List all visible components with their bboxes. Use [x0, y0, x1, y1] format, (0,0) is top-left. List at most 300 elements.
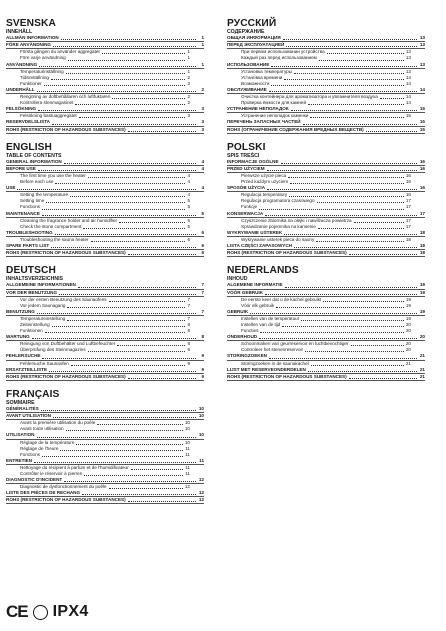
- dot-leader: [82, 491, 196, 495]
- toc-entry-title: Réglage de la température: [20, 439, 75, 445]
- toc-entry-title: ROHS (ОГРАНИЧЕНИЕ СОДЕРЖАНИЯ ВРЕДНЫХ ВЕЩЕСТВ): [227, 126, 364, 132]
- dot-leader: [267, 186, 417, 190]
- toc-entry-page: 17: [405, 217, 411, 223]
- toc-entry-page: 10: [184, 420, 190, 426]
- toc-entry-title: LISTA CZĘŚCI ZAPASOWYCH: [227, 243, 292, 249]
- ip-rating: IPX4: [52, 603, 89, 620]
- toc-chapter-entry[interactable]: [227, 282, 425, 289]
- toc-chapter-entry[interactable]: [227, 230, 425, 237]
- dot-leader: [66, 427, 183, 431]
- dot-leader: [128, 251, 196, 255]
- toc-entry-title: УСТРАНЕНИЕ НЕПОЛАДОК: [227, 106, 289, 112]
- toc-entry-title: Nettoyage du récipient à parfum et de l'humidificateur: [20, 464, 129, 470]
- toc-chapter-entry[interactable]: [227, 159, 425, 166]
- language-title: NEDERLANDS: [227, 265, 299, 277]
- toc-entry-page: 13: [419, 61, 425, 67]
- toc-entry-page: 11: [185, 445, 190, 451]
- toc-entry-title: Fonctions: [20, 451, 40, 457]
- toc-entry-page: 5: [187, 223, 190, 229]
- toc-entry-title: DIAGNOSTIC D'INCIDENT: [6, 477, 63, 483]
- toc-entry-page: 13: [419, 42, 425, 48]
- dot-leader: [42, 206, 186, 210]
- toc-entry-title: Contrôler le réservoir à pierres: [20, 470, 83, 476]
- toc-entry-page: 8: [187, 321, 190, 327]
- toc-entry-title: Felsökning bastuaggregatet: [20, 113, 77, 119]
- dot-leader: [67, 304, 185, 308]
- toc-entry-page: 6: [201, 229, 204, 235]
- toc-entry-page: 19: [405, 302, 411, 308]
- toc-chapter-entry[interactable]: [227, 374, 425, 381]
- toc-entry-title: Установка времени: [241, 74, 283, 80]
- toc-chapter-entry[interactable]: [6, 290, 204, 297]
- dot-leader: [366, 128, 417, 132]
- dot-leader: [131, 466, 184, 470]
- toc-column-right: [227, 18, 425, 389]
- dot-leader: [276, 304, 404, 308]
- toc-entry-page: 11: [185, 464, 190, 470]
- toc-entry-title: Zeiteinstellung: [20, 321, 50, 327]
- dot-leader: [294, 70, 404, 74]
- dot-leader: [64, 160, 196, 164]
- toc-chapter-entry[interactable]: [6, 309, 204, 316]
- toc-entry-page: 9: [201, 353, 204, 359]
- dot-leader: [291, 107, 417, 111]
- toc-heading: TABLE OF CONTENTS: [6, 152, 62, 159]
- dot-leader: [84, 472, 183, 476]
- toc-entry-page: 21: [405, 360, 411, 366]
- toc-entry-title: ALLGEMEINE INFORMATIONEN: [6, 282, 76, 288]
- toc-entry-title: RESERVDELSLISTA: [6, 119, 50, 125]
- toc-chapter-entry[interactable]: [6, 87, 204, 94]
- dot-leader: [51, 244, 196, 248]
- toc-chapter-entry[interactable]: [227, 367, 425, 374]
- toc-entry-title: ROHS (RESTRICTION OF HAZARDOUS SUBSTANCES): [6, 250, 126, 256]
- toc-entry-page: 19: [419, 308, 425, 314]
- toc-entry-title: Reinigung von Duftbehälter und Luftbefeuchter: [20, 341, 116, 347]
- toc-entry-title: UTILISATION: [6, 432, 35, 438]
- toc-entry-page: 10: [198, 413, 204, 419]
- toc-entry-page: 7: [187, 302, 190, 308]
- toc-entry-page: 7: [201, 289, 204, 295]
- toc-entry-page: 2: [201, 86, 204, 92]
- toc-chapter-entry[interactable]: [227, 309, 425, 316]
- toc-entry-page: 1: [187, 49, 190, 55]
- toc-entry-title: ROHS (RESTRICTION OF HAZARDOUS SUBSTANCES): [6, 497, 126, 503]
- toc-entry-title: Temperatureinstellung: [20, 315, 66, 321]
- language-title: РУССКИЙ: [227, 18, 277, 29]
- toc-chapter-entry[interactable]: [6, 106, 204, 113]
- toc-chapter-entry[interactable]: [6, 497, 204, 504]
- toc-entry-page: 2: [187, 80, 190, 86]
- dot-leader: [44, 82, 186, 86]
- toc-entry-title: SPARE PARTS LIST: [6, 243, 50, 249]
- toc-chapter-entry[interactable]: [6, 166, 204, 173]
- dot-leader: [53, 414, 196, 418]
- dot-leader: [66, 70, 186, 74]
- toc-entry-page: 16: [405, 179, 411, 185]
- toc-section-english: [6, 142, 204, 258]
- toc-entry-page: 19: [405, 315, 411, 321]
- toc-entry-title: LISTE DES PIÈCES DE RECHANG: [6, 490, 81, 496]
- dot-leader: [88, 348, 186, 352]
- toc-chapter-entry[interactable]: [227, 166, 425, 173]
- toc-heading: СОДЕРЖАНИЕ: [227, 29, 265, 35]
- toc-chapter-entry[interactable]: [6, 353, 204, 360]
- toc-entry-page: 4: [201, 165, 204, 171]
- toc-entry-page: 9: [201, 373, 204, 379]
- toc-entry-title: ОБСЛУЖИВАНИЕ: [227, 86, 267, 92]
- dot-leader: [349, 375, 417, 379]
- toc-entry-title: ОБЩАЯ ИНФОРМАЦИЯ: [227, 35, 281, 41]
- toc-entry-title: Avant la première utilisation du poêle: [20, 420, 96, 426]
- toc-entry-page: 9: [187, 360, 190, 366]
- dot-leader: [42, 212, 196, 216]
- toc-entry-title: Setting time: [20, 198, 45, 204]
- toc-entry-title: Vor der ersten Benutzung des Saunaofens: [20, 296, 107, 302]
- toc-chapter-entry[interactable]: [6, 432, 204, 439]
- dot-leader: [97, 421, 183, 425]
- toc-chapter-entry[interactable]: [6, 490, 204, 497]
- toc-entry-title: Diagnostic de dysfonctionnement du poêle: [20, 484, 107, 490]
- toc-chapter-entry[interactable]: [6, 185, 204, 192]
- dot-leader: [284, 76, 404, 80]
- toc-chapter-entry[interactable]: [6, 62, 204, 69]
- dot-leader: [354, 219, 404, 223]
- toc-entry-page: 14: [405, 94, 411, 100]
- toc-entry-title: BEFORE USE: [6, 165, 36, 171]
- toc-chapter-entry[interactable]: [227, 250, 425, 257]
- dot-leader: [75, 101, 185, 105]
- toc-entry-page: 21: [419, 353, 425, 359]
- toc-entry-title: Przed każdym użyciem: [241, 179, 289, 185]
- dot-leader: [51, 76, 186, 80]
- toc-entry-page: 20: [405, 321, 411, 327]
- dot-leader: [45, 329, 186, 333]
- toc-entry-title: AVANT UTILISATION: [6, 413, 51, 419]
- toc-section-русскии: [227, 18, 425, 134]
- toc-entry-page: 9: [201, 366, 204, 372]
- toc-entry-title: Возможности: [241, 80, 270, 86]
- toc-entry-title: ANVÄNDNING: [6, 61, 38, 67]
- dot-leader: [17, 186, 196, 190]
- toc-chapter-entry[interactable]: [6, 413, 204, 420]
- toc-chapter-entry[interactable]: [6, 119, 204, 126]
- dot-leader: [41, 407, 196, 411]
- toc-entry-page: 17: [405, 204, 411, 210]
- toc-chapter-entry[interactable]: [227, 185, 425, 192]
- dot-leader: [109, 485, 183, 489]
- toc-entry-page: 18: [419, 250, 425, 256]
- toc-entry-title: Cleaning the fragrance holder and air humidifier: [20, 217, 118, 223]
- toc-entry-page: 15: [419, 119, 425, 125]
- dot-leader: [305, 348, 404, 352]
- toc-entry-title: FELSÖKNING: [6, 106, 37, 112]
- toc-entry-page: 7: [201, 308, 204, 314]
- dot-leader: [351, 342, 404, 346]
- toc-entry-title: Funktioner: [20, 80, 42, 86]
- dot-leader: [76, 441, 182, 445]
- toc-chapter-entry[interactable]: [6, 458, 204, 465]
- toc-chapter-entry[interactable]: [6, 159, 204, 166]
- toc-entry-title: ONDERHOUD: [227, 334, 258, 340]
- dot-leader: [269, 88, 417, 92]
- toc-entry-page: 4: [201, 158, 204, 164]
- toc-entry-page: 16: [419, 185, 425, 191]
- dot-leader: [59, 291, 196, 295]
- toc-chapter-entry[interactable]: [6, 367, 204, 374]
- dot-leader: [128, 375, 196, 379]
- toc-chapter-entry[interactable]: [6, 406, 204, 413]
- toc-entry-title: Проверка ёмкости для камней: [241, 100, 307, 106]
- toc-entry-page: 6: [201, 243, 204, 249]
- toc-entry-title: UNDERHÅLL: [6, 86, 35, 92]
- toc-entry-title: Vor jedem Saunagang: [20, 302, 66, 308]
- toc-chapter-entry[interactable]: [227, 127, 425, 134]
- toc-entry-title: Очистка контейнера для ароматизатора и увлажнителя воздуха: [241, 94, 378, 100]
- dot-leader: [271, 82, 403, 86]
- toc-entry-page: 18: [419, 229, 425, 235]
- dot-leader: [288, 174, 404, 178]
- toc-entry-title: ROHS (RESTRICTION OF HAZARDOUS SUBSTANCES): [227, 250, 347, 256]
- dot-leader: [380, 95, 404, 99]
- toc-column-left: [6, 18, 204, 512]
- toc-entry-title: BENUTZUNG: [6, 308, 35, 314]
- toc-entry-title: Sprawdzanie pojemnika na kamienie: [241, 223, 316, 229]
- toc-chapter-entry[interactable]: [227, 334, 425, 341]
- dot-leader: [308, 368, 417, 372]
- ce-mark: CE: [6, 602, 28, 621]
- toc-entry-title: Überprüfung des Steinmagazins: [20, 347, 86, 353]
- toc-entry-title: GEBRUIK: [227, 308, 249, 314]
- toc-section-nederlands: [227, 265, 425, 381]
- toc-chapter-entry[interactable]: [6, 374, 204, 381]
- toc-entry-page: 1: [187, 68, 190, 74]
- toc-entry-title: FÖRE ANVÄNDNING: [6, 42, 52, 48]
- dot-leader: [67, 317, 185, 321]
- dot-leader: [91, 238, 186, 242]
- toc-chapter-entry[interactable]: [227, 106, 425, 113]
- dot-leader: [52, 121, 196, 125]
- toc-entry-page: 2: [187, 100, 190, 106]
- toc-entry-title: Czyszczenie zbiornika na olejki i nawilżacza powietrza: [241, 217, 352, 223]
- toc-entry-title: WYKRYWANIE USTEREK: [227, 229, 283, 235]
- toc-entry-title: Установка температуры: [241, 68, 293, 74]
- toc-entry-title: Check the stone compartment: [20, 223, 82, 229]
- dot-leader: [79, 114, 186, 118]
- toc-entry-title: Vóór elk gebruik: [241, 302, 275, 308]
- toc-entry-title: Fehlersuche Saunaofen: [20, 360, 69, 366]
- toc-entry-title: ПЕРЕД ЭКСПЛУАТАЦИЕЙ: [227, 42, 285, 48]
- toc-entry-page: 3: [187, 113, 190, 119]
- toc-entry-title: SPOSÓB UŻYCIA: [227, 185, 266, 191]
- toc-heading: SPIS TREŚCI: [227, 152, 260, 159]
- toc-chapter-entry[interactable]: [6, 243, 204, 250]
- dot-leader: [32, 335, 196, 339]
- toc-entry-page: 13: [405, 55, 411, 61]
- toc-entry-page: 3: [201, 106, 204, 112]
- toc-entry-page: 8: [201, 334, 204, 340]
- dot-leader: [42, 355, 196, 359]
- toc-entry-page: 16: [405, 173, 411, 178]
- toc-entry-title: Каждый раз перед использованием: [241, 55, 317, 61]
- dot-leader: [250, 310, 417, 314]
- dot-leader: [323, 298, 404, 302]
- dot-leader: [128, 128, 196, 132]
- dot-leader: [70, 193, 185, 197]
- toc-entry-title: Functies: [241, 328, 259, 334]
- toc-chapter-entry[interactable]: [6, 211, 204, 218]
- dot-leader: [55, 180, 185, 184]
- toc-entry-title: INFORMACJE OGÓLNE: [227, 158, 279, 164]
- toc-entry-page: 8: [187, 347, 190, 353]
- toc-entry-page: 4: [187, 192, 190, 198]
- toc-entry-page: 7: [187, 315, 190, 321]
- dot-leader: [265, 212, 417, 216]
- toc-entry-title: ERSATZTEILLISTE: [6, 366, 48, 372]
- toc-chapter-entry[interactable]: [227, 243, 425, 250]
- toc-chapter-entry[interactable]: [227, 290, 425, 297]
- toc-entry-page: 5: [187, 204, 190, 210]
- dot-leader: [317, 199, 404, 203]
- dot-leader: [349, 251, 417, 255]
- toc-chapter-entry[interactable]: [227, 87, 425, 94]
- dot-leader: [119, 219, 185, 223]
- toc-entry-page: 15: [405, 113, 411, 119]
- toc-section-deutsch: [6, 265, 204, 381]
- toc-entry-page: 12: [198, 490, 204, 496]
- toc-entry-title: Funktionen: [20, 328, 43, 334]
- dot-leader: [319, 57, 404, 61]
- toc-heading: SOMMAIRE: [6, 399, 35, 406]
- toc-entry-page: 12: [198, 497, 204, 503]
- toc-entry-page: 1: [187, 55, 190, 61]
- toc-chapter-entry[interactable]: [227, 119, 425, 126]
- toc-entry-title: Temperaturinställning: [20, 68, 64, 74]
- dot-leader: [318, 225, 404, 229]
- toc-entry-title: Storingzoeken in de saunakachel: [241, 360, 309, 366]
- toc-entry-title: Avant toute utilisation: [20, 426, 64, 432]
- toc-entry-page: 4: [187, 173, 190, 178]
- toc-entry-title: VOR DER BENUTZUNG: [6, 289, 58, 295]
- toc-entry-title: Funkcje: [241, 204, 258, 210]
- toc-entry-title: ALLMÄN INFORMATION: [6, 35, 59, 41]
- certification-marks: [6, 602, 89, 622]
- toc-entry-page: 12: [184, 484, 190, 490]
- dot-leader: [88, 174, 186, 178]
- toc-chapter-entry[interactable]: [227, 353, 425, 360]
- toc-section-polski: [227, 142, 425, 258]
- dot-leader: [269, 355, 417, 359]
- toc-entry-title: ALGEMENE INFORMATIE: [227, 282, 283, 288]
- toc-entry-title: USE: [6, 185, 16, 191]
- toc-chapter-entry[interactable]: [6, 127, 204, 134]
- toc-chapter-entry[interactable]: [6, 250, 204, 257]
- language-title: POLSKI: [227, 141, 266, 153]
- toc-entry-title: WARTUNG: [6, 334, 30, 340]
- dot-leader: [109, 298, 186, 302]
- toc-entry-title: При первом использовании устройства: [241, 49, 325, 55]
- toc-entry-page: 7: [201, 282, 204, 288]
- toc-entry-title: Kontrollera stenmagasinet: [20, 100, 74, 106]
- compliance-circle-icon: [33, 605, 48, 620]
- toc-chapter-entry[interactable]: [6, 477, 204, 484]
- toc-entry-page: 11: [185, 451, 190, 457]
- toc-entry-title: Schoonmaken van geurreservoir en luchtbevochtiger: [241, 341, 349, 347]
- dot-leader: [83, 225, 185, 229]
- toc-chapter-entry[interactable]: [227, 211, 425, 218]
- toc-heading: INNEHÅLL: [6, 29, 33, 35]
- toc-entry-title: FEHLERSUCHE: [6, 353, 41, 359]
- dot-leader: [285, 284, 417, 288]
- toc-entry-title: VÓÓR GEBRUIK: [227, 289, 263, 295]
- dot-leader: [112, 95, 185, 99]
- toc-entry-page: 14: [405, 80, 411, 86]
- toc-entry-page: 1: [201, 35, 204, 41]
- toc-entry-title: Wykrywanie usterek pieca do sauny: [241, 236, 315, 242]
- toc-entry-page: 2: [187, 74, 190, 80]
- toc-entry-page: 6: [187, 236, 190, 242]
- dot-leader: [49, 368, 196, 372]
- toc-entry-title: ENTRETIEN: [6, 457, 33, 463]
- toc-entry-title: STORINGZOEKEN: [227, 353, 267, 359]
- toc-entry-title: Before each use: [20, 179, 54, 185]
- toc-entry-title: ROHS (RESTRICTION OF HAZARDOUS SUBSTANCES): [6, 126, 126, 132]
- toc-entry-page: 14: [405, 74, 411, 80]
- toc-entry-page: 19: [405, 296, 411, 302]
- dot-leader: [117, 342, 185, 346]
- toc-chapter-entry[interactable]: [6, 282, 204, 289]
- toc-entry-page: 3: [201, 126, 204, 132]
- dot-leader: [38, 167, 196, 171]
- toc-entry-page: 20: [419, 334, 425, 340]
- toc-heading: INHALTSVERZEICHNIS: [6, 276, 63, 283]
- toc-section-svenska: [6, 18, 204, 134]
- toc-entry-page: 10: [198, 432, 204, 438]
- toc-entry-title: Instellen van de tijd: [241, 321, 281, 327]
- toc-entry-page: 17: [405, 198, 411, 204]
- toc-entry-page: 5: [201, 210, 204, 216]
- dot-leader: [53, 43, 196, 47]
- toc-entry-page: 12: [198, 477, 204, 483]
- dot-leader: [301, 317, 404, 321]
- toc-chapter-entry[interactable]: [6, 334, 204, 341]
- dot-leader: [311, 362, 404, 366]
- toc-entry-title: Controleer het stenenreservoir: [241, 347, 304, 353]
- toc-chapter-entry[interactable]: [6, 230, 204, 237]
- dot-leader: [310, 114, 403, 118]
- toc-entry-page: 13: [405, 68, 411, 74]
- dot-leader: [38, 107, 196, 111]
- toc-entry-page: 17: [419, 210, 425, 216]
- language-title: SVENSKA: [6, 18, 56, 29]
- toc-entry-page: 15: [419, 126, 425, 132]
- toc-chapter-entry[interactable]: [227, 62, 425, 69]
- dot-leader: [265, 291, 417, 295]
- toc-entry-title: Pierwsze użycie pieca: [241, 173, 287, 178]
- dot-leader: [289, 193, 404, 197]
- toc-entry-page: 2: [187, 94, 190, 100]
- dot-leader: [284, 231, 417, 235]
- toc-entry-title: ПЕРЕЧЕНЬ ЗАПАСНЫХ ЧАСТЕЙ: [227, 119, 301, 125]
- dot-leader: [55, 231, 196, 235]
- toc-entry-page: 3: [201, 119, 204, 125]
- toc-entry-title: ROHS (RESTRICTION OF HAZARDOUS SUBSTANCES): [6, 373, 126, 379]
- dot-leader: [283, 36, 417, 40]
- dot-leader: [61, 36, 196, 40]
- toc-entry-title: Troubleshooting the sauna heater: [20, 236, 89, 242]
- dot-leader: [78, 284, 196, 288]
- toc-entry-page: 20: [405, 328, 411, 334]
